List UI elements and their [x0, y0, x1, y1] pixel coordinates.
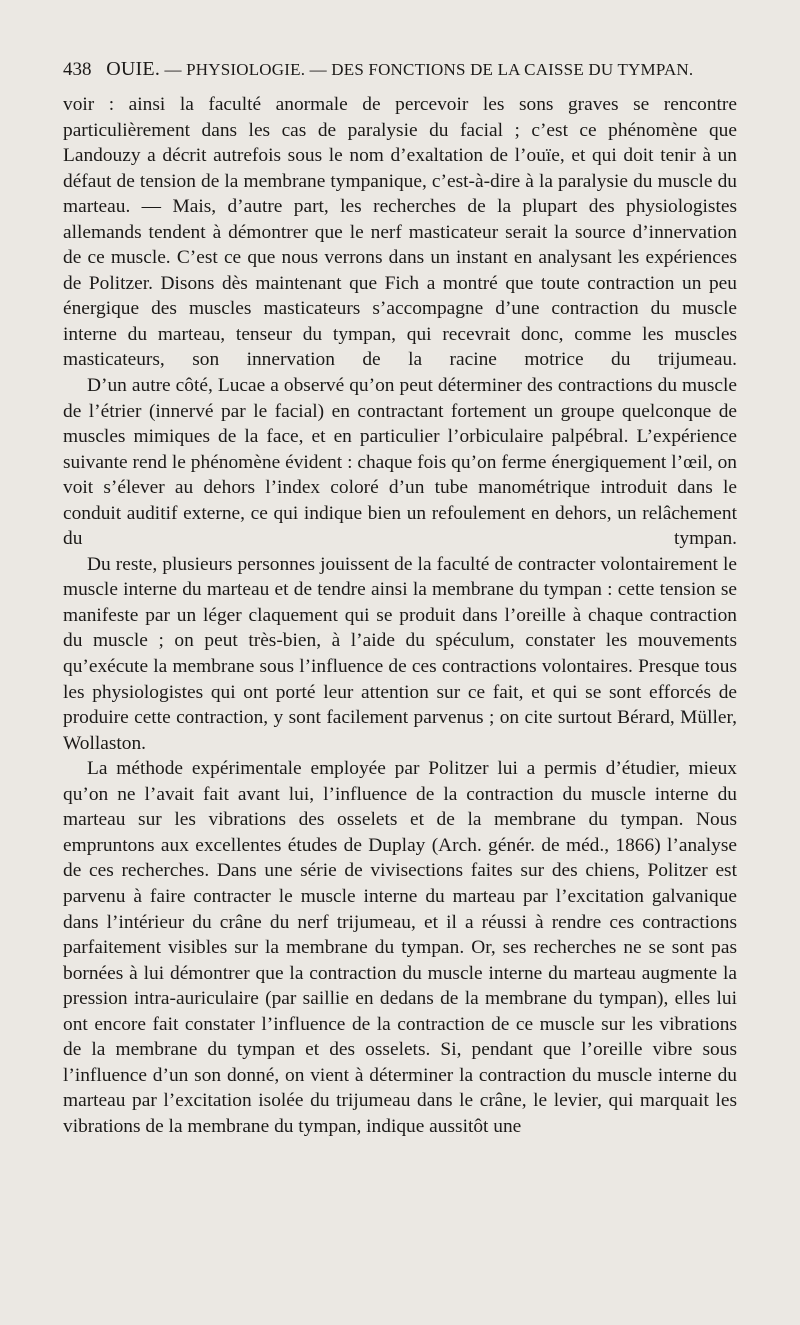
paragraph-1: voir : ainsi la faculté anormale de percevoir les sons graves se rencontre particulièrement dans les cas de paralysie du facial ; c’est ce phénomène que Landouzy a décrit autrefois sous le nom d’exaltation de l’ouïe, et qui doit tenir à un défaut de tension de la membrane tympanique, c’est-à-dire à la paralysie du muscle du marteau. — Mais, d’autre part, les recherches de la plupart des physiologistes allemands tendent à démontrer que le nerf masticateur serait la source d’innervation de ce muscle. C’est ce que nous verrons dans un instant en analysant les expériences de Politzer. Disons dès maintenant que Fich a montré que toute contraction un peu énergique des muscles masticateurs s’accompagne d’une contraction du muscle interne du marteau, tenseur du tympan, qui recevrait donc, comme les muscles masticateurs, son innervation de la racine motrice du trijumeau.	[63, 94, 737, 371]
running-title-main: OUIE.	[106, 58, 161, 80]
paragraph-2: D’un autre côté, Lucae a observé qu’on peut déterminer des contractions du muscle de l’étrier (innervé par le facial) en contractant fortement un groupe quelconque de muscles mimiques de la face, et en particulier l’orbiculaire palpébral. L’expérience suivante rend le phénomène évident : chaque fois qu’on ferme énergiquement l’œil, on voit s’élever au dehors l’index coloré d’un tube manométrique introduit dans le conduit auditif externe, ce qui indique bien un refoulement en dehors, un relâchement du tympan.	[63, 375, 737, 550]
running-title-rest: — PHYSIOLOGIE. — DES FONCTIONS DE LA CAISSE DU TYMPAN.	[164, 60, 694, 79]
page-body	[63, 92, 737, 1139]
running-header	[63, 58, 737, 81]
paragraph-4: La méthode expérimentale employée par Politzer lui a permis d’étudier, mieux qu’on ne l’avait fait avant lui, l’influence de la contraction du muscle interne du marteau sur les vibrations des osselets et de la membrane du tympan. Nous empruntons aux excellentes études de Duplay (Arch. génér. de méd., 1866) l’analyse de ces recherches. Dans une série de vivisections faites sur des chiens, Politzer est parvenu à faire contracter le muscle interne du marteau par l’excitation galvanique dans l’intérieur du crâne du nerf trijumeau, et il a réussi à rendre ces contractions parfaitement visibles sur la membrane du tympan. Or, ses recherches ne se sont pas bornées à lui démontrer que la contraction du muscle interne du marteau augmente la pression intra-auriculaire (par saillie en dedans de la membrane du tympan), elles lui ont encore fait constater l’influence de la contraction de ce muscle sur les vibrations de la membrane du tympan et des osselets. Si, pendant que l’oreille vibre sous l’influence d’un son donné, on vient à déterminer la contraction du muscle interne du marteau par l’excitation isolée du trijumeau dans le crâne, le levier, qui marquait les vibrations de la membrane du tympan, indique aussitôt une	[63, 758, 737, 1137]
paragraph-3: Du reste, plusieurs personnes jouissent de la faculté de contracter volontairement le muscle interne du marteau et de tendre ainsi la membrane du tympan : cette tension se manifeste par un léger claquement qui se produit dans l’oreille à chaque contraction du muscle ; on peut très-bien, à l’aide du spéculum, constater les mouvements qu’exécute la membrane sous l’influence de ces contractions volontaires. Presque tous les physiologistes qui ont porté leur attention sur ce fait, et qui se sont efforcés de produire cette contraction, y sont facilement parvenus ; on cite surtout Bérard, Müller, Wollaston.	[63, 553, 737, 754]
running-title	[106, 60, 693, 79]
page-number: 438	[63, 59, 92, 80]
